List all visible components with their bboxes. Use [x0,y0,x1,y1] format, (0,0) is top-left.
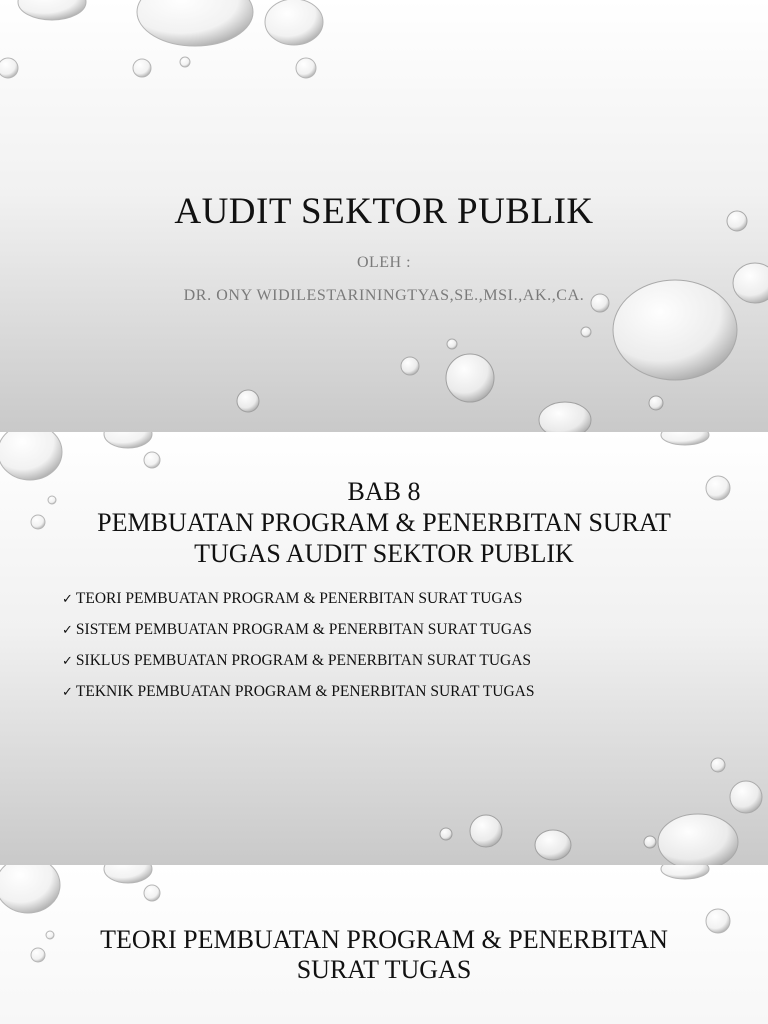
section-title [0,925,768,985]
topic-list [62,588,534,712]
chapter-heading-line: PEMBUATAN PROGRAM & PENERBITAN SURAT [97,508,671,537]
checkmark-icon: ✓ [62,592,73,607]
section-title-line: TEORI PEMBUATAN PROGRAM & PENERBITAN [100,925,668,954]
presenter-name: DR. ONY WIDILESTARININGTYAS,SE.,MSI.,AK.,CA. [183,287,585,304]
list-item-text: TEORI PEMBUATAN PROGRAM & PENERBITAN SURAT TUGAS [75,590,523,607]
list-item-text: SISTEM PEMBUATAN PROGRAM & PENERBITAN SURAT TUGAS [75,621,532,638]
list-item [62,619,534,650]
list-item-text: TEKNIK PEMBUATAN PROGRAM & PENERBITAN SURAT TUGAS [75,683,535,700]
chapter-heading-line: BAB 8 [347,477,421,506]
presentation-title: AUDIT SEKTOR PUBLIK [174,191,594,232]
slide-3 [0,865,768,1024]
chapter-heading [0,476,768,569]
list-item [62,681,534,712]
section-title-line: SURAT TUGAS [296,955,472,984]
chapter-heading-line: TUGAS AUDIT SEKTOR PUBLIK [194,539,574,568]
slide-1 [0,0,768,432]
checkmark-icon: ✓ [62,623,73,638]
checkmark-icon: ✓ [62,685,73,700]
list-item [62,588,534,619]
checkmark-icon: ✓ [62,654,73,669]
presenter-by-label: OLEH : [356,254,412,271]
list-item-text: SIKLUS PEMBUATAN PROGRAM & PENERBITAN SURAT TUGAS [75,652,532,669]
slide-2 [0,432,768,865]
list-item [62,650,534,681]
